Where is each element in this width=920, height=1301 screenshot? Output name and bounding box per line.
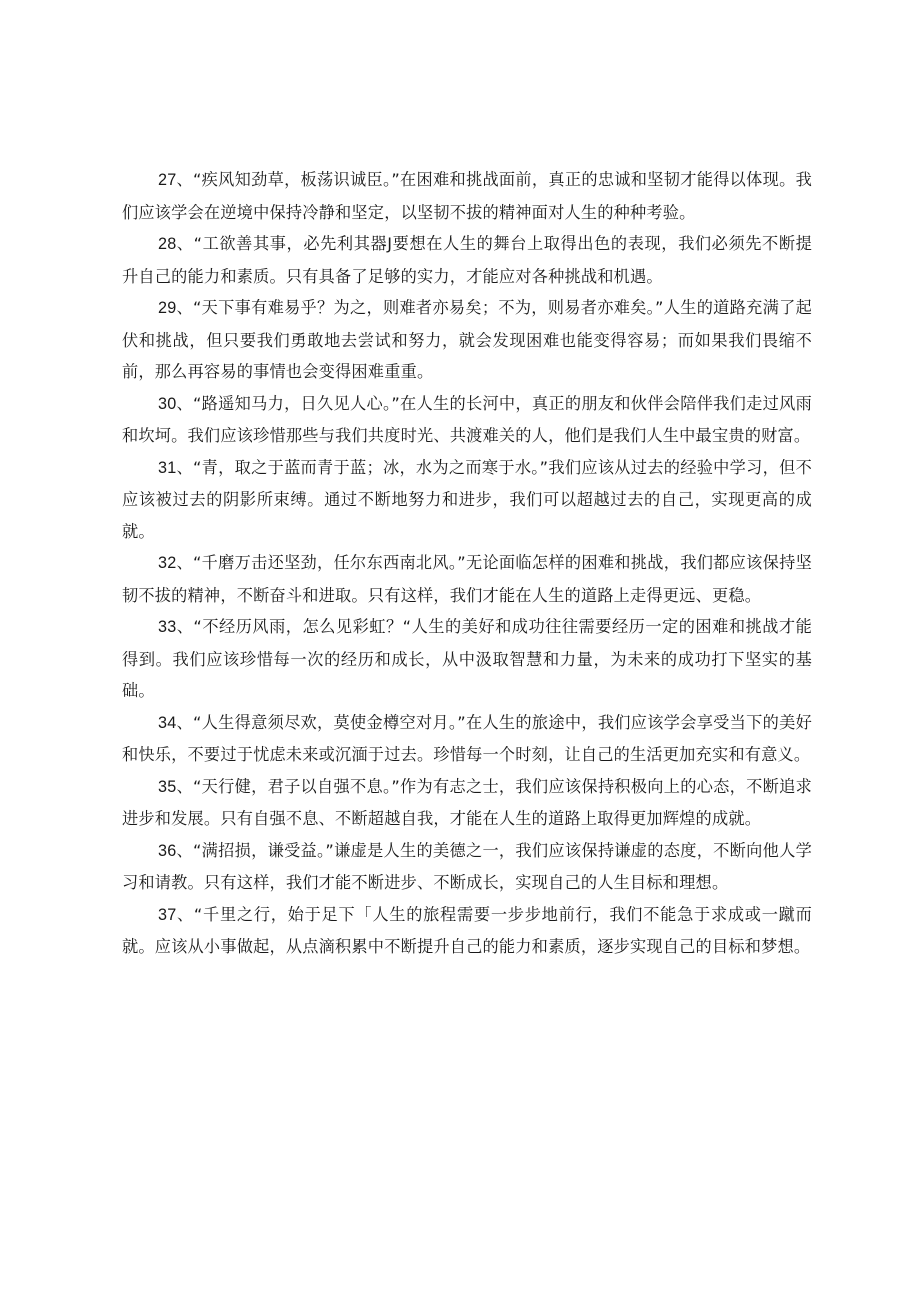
paragraph-number: 35 [158, 777, 177, 796]
paragraph-number: 36 [158, 841, 177, 860]
paragraph-text: “满招损，谦受益。”谦虚是人生的美德之一，我们应该保持谦虚的态度，不断向他人学习和请教。只有这样，我们才能不断进步、不断成长，实现自己的人生目标和理想。 [122, 840, 812, 892]
paragraph-29 [122, 292, 812, 388]
paragraph-text: “青，取之于蓝而青于蓝；冰，水为之而寒于水。”我们应该从过去的经验中学习，但不应该被过去的阴影所束缚。通过不断地努力和进步，我们可以超越过去的自己，实现更高的成就。 [122, 457, 812, 541]
paragraph-34 [122, 707, 812, 771]
paragraph-number: 30 [158, 394, 177, 413]
paragraph-number: 27 [158, 171, 177, 189]
paragraph-36 [122, 835, 812, 899]
paragraph-separator: 、 [176, 170, 193, 189]
paragraph-number: 32 [158, 554, 177, 572]
paragraph-separator: 、 [176, 298, 193, 317]
paragraph-separator: 、 [176, 776, 193, 796]
paragraph-text: “千里之行，始于足下「人生的旅程需要一步步地前行，我们不能急于求成或一蹴而就。应该从小事做起，从点滴积累中不断提升自己的能力和素质，逐步实现自己的目标和梦想。 [122, 904, 812, 956]
paragraph-text: “路遥知马力，日久见人心。”在人生的长河中，真正的朋友和伙伴会陪伴我们走过风雨和坎坷。我们应该珍惜那些与我们共度时光、共渡难关的人，他们是我们人生中最宝贵的财富。 [122, 393, 812, 445]
paragraph-30 [122, 388, 812, 452]
document-body [122, 164, 812, 963]
paragraph-32 [122, 547, 812, 611]
paragraph-27 [122, 164, 812, 228]
paragraph-33 [122, 611, 812, 707]
paragraph-number: 28 [158, 235, 177, 253]
paragraph-separator: 、 [176, 904, 194, 924]
paragraph-separator: 、 [176, 234, 194, 253]
paragraph-text: “天下事有难易乎？为之，则难者亦易矣；不为，则易者亦难矣。”人生的道路充满了起伏和挑战，但只要我们勇敢地去尝试和努力，就会发现困难也能变得容易；而如果我们畏缩不前，那么再容易的事情也会变得困难重重。 [122, 298, 812, 381]
paragraph-35 [122, 771, 812, 835]
paragraph-text: “工欲善其事，必先利其器J要想在人生的舞台上取得出色的表现，我们必须先不断提升自己的能力和素质。只有具备了足够的实力，才能应对各种挑战和机遇。 [122, 234, 812, 286]
paragraph-text: “人生得意须尽欢，莫使金樽空对月。”在人生的旅途中，我们应该学会享受当下的美好和快乐，不要过于忧虑未来或沉湎于过去。珍惜每一个时刻，让自己的生活更加充实和有意义。 [122, 712, 812, 764]
paragraph-text: “不经历风雨，怎么见彩虹？“人生的美好和成功往往需要经历一定的困难和挑战才能得到。我们应该珍惜每一次的经历和成长，从中汲取智慧和力量，为未来的成功打下坚实的基础。 [122, 617, 813, 700]
paragraph-number: 29 [158, 299, 177, 317]
paragraph-28 [122, 228, 812, 292]
paragraph-text: “疾风知劲草，板荡识诚臣。”在困难和挑战面前，真正的忠诚和坚韧才能得以体现。我们应该学会在逆境中保持冷静和坚定，以坚韧不拔的精神面对人生的种种考验。 [122, 170, 812, 222]
paragraph-separator: 、 [176, 840, 193, 860]
paragraph-separator: 、 [176, 712, 193, 732]
paragraph-text: “天行健，君子以自强不息。”作为有志之士，我们应该保持积极向上的心态，不断追求进步和发展。只有自强不息、不断超越自我，才能在人生的道路上取得更加辉煌的成就。 [122, 776, 812, 828]
paragraph-number: 34 [158, 713, 177, 732]
paragraph-31 [122, 452, 812, 548]
paragraph-separator: 、 [176, 457, 193, 477]
paragraph-separator: 、 [176, 617, 194, 636]
paragraph-text: “千磨万击还坚劲，任尔东西南北风。”无论面临怎样的困难和挑战，我们都应该保持坚韧不拔的精神，不断奋斗和进取。只有这样，我们才能在人生的道路上走得更远、更稳。 [122, 553, 812, 605]
paragraph-separator: 、 [176, 393, 193, 413]
paragraph-number: 31 [158, 458, 177, 477]
paragraph-number: 33 [158, 618, 177, 636]
paragraph-separator: 、 [176, 553, 193, 572]
paragraph-37 [122, 899, 812, 963]
paragraph-number: 37 [158, 905, 177, 924]
